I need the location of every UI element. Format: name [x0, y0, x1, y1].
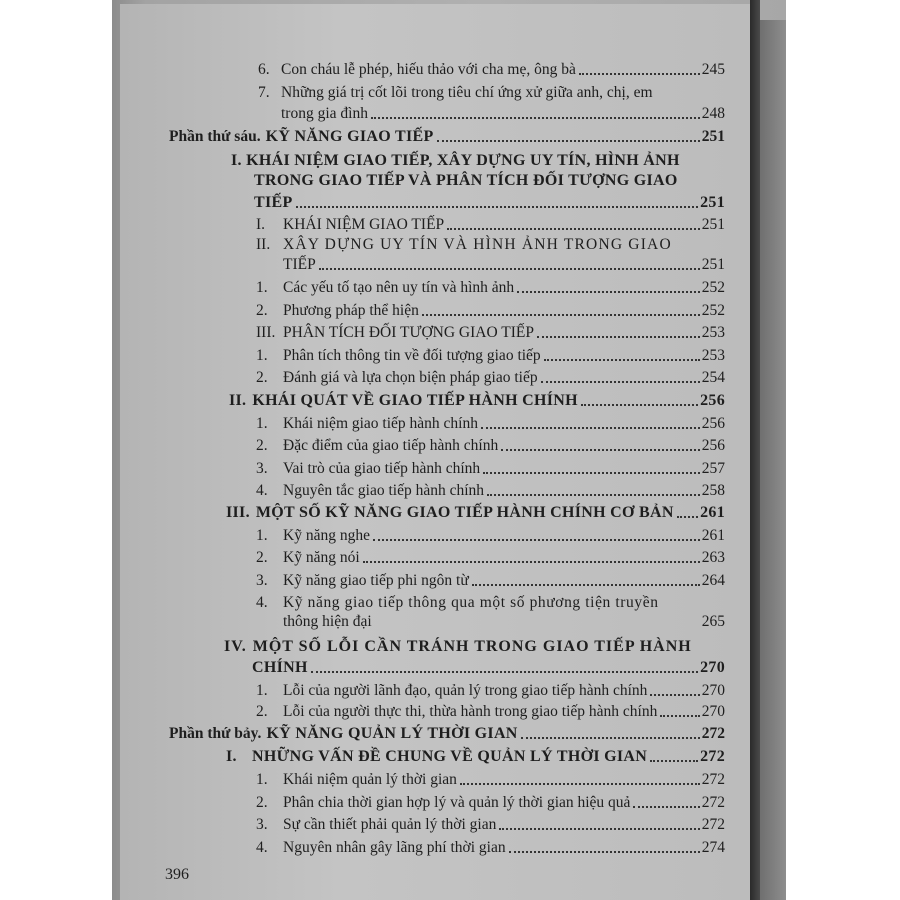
- entry-title: CHÍNH: [252, 659, 308, 676]
- entry-title-line: XÂY DỰNG UY TÍN VÀ HÌNH ẢNH TRONG GIAO: [283, 236, 672, 253]
- entry-page: 270: [701, 703, 725, 720]
- entry-title: Sự cần thiết phải quản lý thời gian: [283, 816, 497, 833]
- toc-section: [252, 659, 725, 677]
- entry-number: 1.: [256, 347, 268, 364]
- entry-number: 1.: [256, 682, 268, 699]
- leader-dots: [487, 494, 700, 496]
- entry-number: 4.: [256, 839, 268, 856]
- toc-entry: [256, 839, 725, 857]
- entry-page: 263: [701, 549, 725, 566]
- entry-page: 256: [701, 415, 725, 432]
- entry-title: Kỹ năng giao tiếp phi ngôn từ: [283, 572, 469, 589]
- toc-entry: [283, 256, 725, 274]
- leader-dots: [437, 140, 700, 142]
- entry-page: 251: [700, 194, 725, 211]
- entry-number: 2.: [256, 549, 268, 566]
- toc-entry: [256, 415, 725, 433]
- entry-page: 253: [701, 347, 725, 364]
- book-page: [120, 4, 750, 900]
- entry-title-line: KHÁI NIỆM GIAO TIẾP, XÂY DỰNG UY TÍN, HÌNH ẢNH: [246, 152, 680, 169]
- entry-title: Lỗi của người lãnh đạo, quản lý trong giao tiếp hành chính: [283, 682, 648, 699]
- entry-page: 252: [701, 302, 725, 319]
- toc-entry: [256, 302, 725, 320]
- entry-title: PHÂN TÍCH ĐỐI TƯỢNG GIAO TIẾP: [283, 324, 534, 341]
- entry-title: Kỹ năng nghe: [283, 527, 370, 544]
- toc-section-line: [254, 172, 678, 190]
- leader-dots: [677, 516, 698, 518]
- leader-dots: [447, 228, 700, 230]
- entry-title: Kỹ năng nói: [283, 549, 360, 566]
- toc-entry: [256, 369, 725, 387]
- entry-title: Khái niệm giao tiếp hành chính: [283, 415, 478, 432]
- entry-number: 2.: [256, 437, 268, 454]
- entry-number: IV.: [224, 638, 247, 655]
- toc-entry: [256, 816, 725, 834]
- entry-page: 251: [701, 216, 725, 233]
- toc-entry: [256, 703, 725, 721]
- entry-number: 7.: [258, 84, 270, 101]
- toc-section: [226, 504, 725, 522]
- entry-page: 272: [700, 748, 725, 765]
- leader-dots: [481, 427, 700, 429]
- entry-number: 1.: [256, 279, 268, 296]
- toc-entry: [256, 482, 725, 500]
- leader-dots: [460, 783, 700, 785]
- entry-page: 265: [701, 613, 725, 630]
- leader-dots: [501, 449, 700, 451]
- entry-title: Đặc điểm của giao tiếp hành chính: [283, 437, 499, 454]
- entry-title-line: Những giá trị cốt lõi trong tiêu chí ứng xử giữa anh, chị, em: [281, 84, 653, 101]
- toc-entry: [256, 437, 725, 455]
- entry-title: Đánh giá và lựa chọn biện pháp giao tiếp: [283, 369, 538, 386]
- leader-dots: [472, 584, 700, 586]
- toc-entry: [256, 682, 725, 700]
- part-prefix: Phần thứ bảy.: [169, 725, 262, 742]
- entry-title: MỘT SỐ KỸ NĂNG GIAO TIẾP HÀNH CHÍNH CƠ BẢN: [255, 504, 674, 521]
- entry-number: 1.: [256, 771, 268, 788]
- entry-page: 274: [701, 839, 725, 856]
- entry-page: 272: [701, 771, 725, 788]
- entry-page: 270: [700, 659, 725, 676]
- entry-number: I.: [231, 152, 242, 169]
- leader-dots: [544, 359, 700, 361]
- entry-title: Nguyên nhân gây lãng phí thời gian: [283, 839, 506, 856]
- entry-title: Nguyên tắc giao tiếp hành chính: [283, 482, 485, 499]
- entry-title: TIẾP: [254, 194, 293, 211]
- leader-dots: [541, 381, 700, 383]
- toc-entry: [256, 347, 725, 365]
- entry-number: 4.: [256, 482, 268, 499]
- toc-entry: [256, 794, 725, 812]
- entry-page: 270: [701, 682, 725, 699]
- entry-title: Vai trò của giao tiếp hành chính: [283, 460, 481, 477]
- entry-page: 258: [701, 482, 725, 499]
- entry-page: 245: [701, 61, 725, 78]
- entry-number: III.: [226, 504, 250, 521]
- toc-section: [254, 194, 725, 212]
- entry-page: 253: [701, 324, 725, 341]
- entry-title: thông hiện đại: [283, 613, 372, 630]
- entry-page: 251: [701, 128, 725, 145]
- entry-number: 3.: [256, 816, 268, 833]
- entry-number: 1.: [256, 527, 268, 544]
- leader-dots: [371, 117, 700, 119]
- entry-title: TIẾP: [283, 256, 316, 273]
- leader-dots: [660, 715, 699, 717]
- toc-entry: [256, 572, 725, 590]
- leader-dots: [509, 851, 700, 853]
- book-photo: [112, 0, 786, 900]
- entry-page: 257: [701, 460, 725, 477]
- entry-page: 272: [701, 794, 725, 811]
- entry-number: II.: [256, 236, 271, 253]
- entry-page: 256: [700, 392, 725, 409]
- entry-page: 261: [701, 527, 725, 544]
- entry-title: Lỗi của người thực thi, thừa hành trong giao tiếp hành chính: [283, 703, 658, 720]
- entry-title: KHÁI NIỆM GIAO TIẾP: [283, 216, 445, 233]
- entry-number: 2.: [256, 703, 268, 720]
- leader-dots: [363, 561, 700, 563]
- book-spine: [750, 0, 760, 900]
- entry-page: 251: [701, 256, 725, 273]
- entry-page: 256: [701, 437, 725, 454]
- entry-page: 248: [701, 105, 725, 122]
- page-number: 396: [165, 866, 189, 883]
- entry-title: Các yếu tố tạo nên uy tín và hình ảnh: [283, 279, 515, 296]
- toc-entry: [256, 460, 725, 478]
- entry-number: 3.: [256, 460, 268, 477]
- toc-entry: [256, 549, 725, 567]
- part-title: KỸ NĂNG QUẢN LÝ THỜI GIAN: [266, 725, 518, 742]
- toc-entry-line: [256, 236, 672, 254]
- leader-dots: [373, 539, 700, 541]
- entry-number: I.: [226, 748, 237, 765]
- toc-entry: [256, 216, 725, 234]
- entry-number: III.: [256, 324, 276, 341]
- leader-dots: [517, 291, 700, 293]
- toc-entry: [283, 613, 725, 631]
- toc-part: [169, 128, 725, 146]
- entry-number: 2.: [256, 794, 268, 811]
- toc-entry-line: [256, 594, 659, 612]
- entry-title: KHÁI QUÁT VỀ GIAO TIẾP HÀNH CHÍNH: [252, 392, 578, 409]
- entry-title: NHỮNG VẤN ĐỀ CHUNG VỀ QUẢN LÝ THỜI GIAN: [252, 748, 648, 765]
- entry-number: 2.: [256, 302, 268, 319]
- toc-section: [229, 392, 725, 410]
- entry-title: Khái niệm quản lý thời gian: [283, 771, 457, 788]
- entry-number: I.: [256, 216, 266, 233]
- toc-entry: [281, 105, 725, 123]
- entry-page: 272: [701, 816, 725, 833]
- toc-entry: [256, 324, 725, 342]
- leader-dots: [650, 694, 699, 696]
- entry-title: Con cháu lễ phép, hiếu thảo với cha mẹ, ông bà: [281, 61, 576, 78]
- leader-dots: [319, 268, 700, 270]
- leader-dots: [633, 806, 699, 808]
- leader-dots: [537, 336, 700, 338]
- leader-dots: [581, 404, 698, 406]
- toc-section: [226, 748, 725, 766]
- entry-title: trong gia đình: [281, 105, 368, 122]
- entry-number: II.: [229, 392, 247, 409]
- part-prefix: Phần thứ sáu.: [169, 128, 261, 145]
- toc-section-line: [231, 152, 680, 170]
- leader-dots: [579, 73, 700, 75]
- leader-dots: [650, 760, 698, 762]
- leader-dots: [422, 314, 700, 316]
- entry-page: 252: [701, 279, 725, 296]
- leader-dots: [296, 206, 699, 208]
- entry-title: Phương pháp thể hiện: [283, 302, 419, 319]
- toc-part: [169, 725, 725, 743]
- entry-number: 1.: [256, 415, 268, 432]
- toc-entry: [256, 771, 725, 789]
- part-title: KỸ NĂNG GIAO TIẾP: [265, 128, 434, 145]
- entry-title: Phân tích thông tin về đối tượng giao tiếp: [283, 347, 541, 364]
- entry-page: 254: [701, 369, 725, 386]
- entry-number: 6.: [258, 61, 270, 78]
- toc-entry: [256, 527, 725, 545]
- leader-dots: [521, 737, 700, 739]
- entry-title-line: MỘT SỐ LỖI CẦN TRÁNH TRONG GIAO TIẾP HÀNH: [252, 638, 692, 655]
- leader-dots: [483, 472, 700, 474]
- leader-dots: [375, 625, 700, 627]
- toc-entry-line: [258, 84, 653, 102]
- facing-page-edge: [760, 20, 786, 900]
- entry-title-line: Kỹ năng giao tiếp thông qua một số phương tiện truyền: [283, 594, 659, 611]
- entry-title: Phân chia thời gian hợp lý và quản lý thời gian hiệu quả: [283, 794, 631, 811]
- entry-page: 261: [700, 504, 725, 521]
- entry-number: 2.: [256, 369, 268, 386]
- toc-entry: [256, 279, 725, 297]
- leader-dots: [499, 828, 699, 830]
- entry-number: 4.: [256, 594, 268, 611]
- toc-entry: [258, 61, 725, 79]
- toc-section-line: [224, 638, 692, 656]
- entry-number: 3.: [256, 572, 268, 589]
- entry-page: 264: [701, 572, 725, 589]
- leader-dots: [311, 671, 698, 673]
- entry-page: 272: [701, 725, 725, 742]
- entry-title-line: TRONG GIAO TIẾP VÀ PHÂN TÍCH ĐỐI TƯỢNG GIAO: [254, 172, 678, 189]
